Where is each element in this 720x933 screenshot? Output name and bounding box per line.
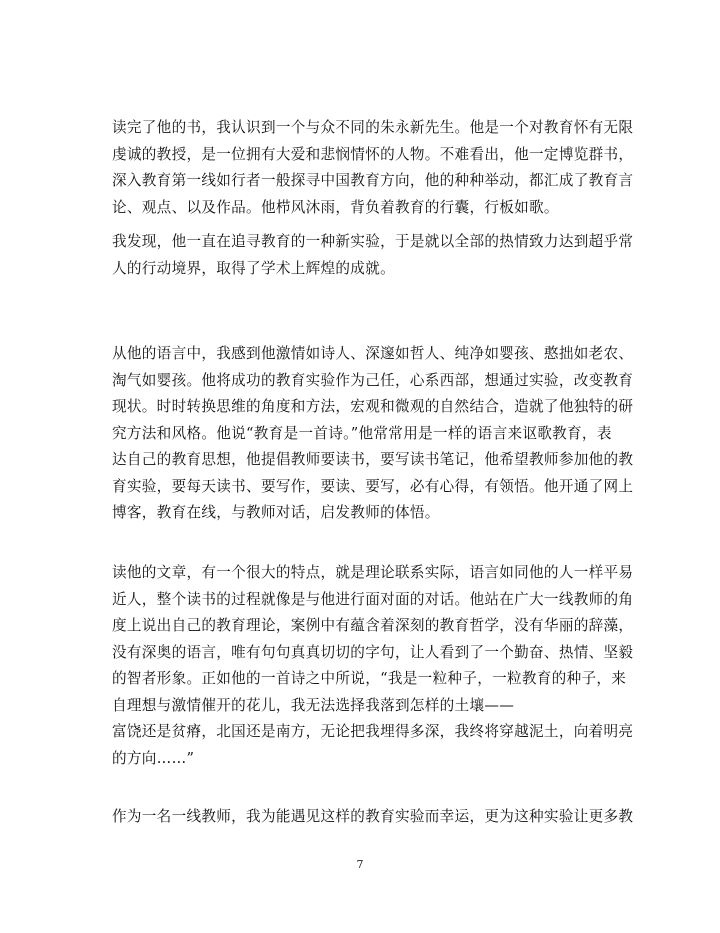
- text-line: 从他的语言中，我感到他激情如诗人、深邃如哲人、纯净如婴孩、憨拙如老农、: [112, 345, 634, 362]
- text-line: 自理想与激情催开的花儿，我无法选择我落到怎样的土壤——: [112, 696, 515, 714]
- paragraph-5: [112, 804, 634, 831]
- text-line: 育实验，要每天读书、要写作，要读、要写，必有心得，有领悟。他开通了网上: [112, 477, 634, 495]
- text-line: 读完了他的书，我认识到一个与众不同的朱永新先生。他是一个对教育怀有无限: [112, 119, 634, 136]
- paragraph-2: [112, 229, 634, 282]
- text-line: 作为一名一线教师，我为能遇见这样的教育实验而幸运，更为这种实验让更多教: [112, 808, 634, 825]
- text-line: 淘气如婴孩。他将成功的教育实验作为己任，心系西部，想通过实验，改变教育: [112, 371, 634, 389]
- text-line: 论、观点、以及作品。他栉风沐雨，背负着教育的行囊，行板如歌。: [112, 198, 559, 216]
- paragraph-1: [112, 115, 634, 221]
- text-line: 富饶还是贫瘠，北国还是南方，无论把我埋得多深，我终将穿越泥土，向着明亮: [112, 723, 634, 740]
- text-line: 博客，教育在线，与教师对话，启发教师的体悟。: [112, 504, 440, 521]
- paragraph-3: [112, 341, 634, 527]
- paragraph-4: [112, 560, 634, 772]
- text-line: 没有深奥的语言，唯有句句真真切切的字句，让人看到了一个勤奋、热情、坚毅: [112, 643, 634, 661]
- text-line: 现状。时时转换思维的角度和方法，宏观和微观的自然结合，造就了他独特的研: [112, 398, 634, 415]
- text-line: 读他的文章，有一个很大的特点，就是理论联系实际，语言如同他的人一样平易: [112, 564, 634, 581]
- text-line: 人的行动境界，取得了学术上辉煌的成就。: [112, 259, 395, 277]
- page-number: 7: [356, 858, 364, 871]
- text-line: 究方法和风格。他说“教育是一首诗。”他常常用是一样的语言来讴歌教育，表: [112, 424, 612, 442]
- text-line: 的智者形象。正如他的一首诗之中所说，“我是一粒种子，一粒教育的种子，来: [112, 670, 627, 687]
- text-line: 我发现，他一直在追寻教育的一种新实验，于是就以全部的热情致力达到超乎常: [112, 233, 634, 250]
- text-line: 虔诚的教授，是一位拥有大爱和悲悯情怀的人物。不难看出，他一定博览群书，: [112, 145, 634, 163]
- text-line: 度上说出自己的教育理论，案例中有蕴含着深刻的教育哲学，没有华丽的辞藻，: [112, 617, 634, 634]
- text-line: 近人，整个读书的过程就像是与他进行面对面的对话。他站在广大一线教师的角: [112, 590, 634, 608]
- text-line: 深入教育第一线如行者一般探寻中国教育方向，他的种种举动，都汇成了教育言: [112, 172, 634, 189]
- text-line: 达自己的教育思想，他提倡教师要读书，要写读书笔记，他希望教师参加他的教: [112, 451, 634, 468]
- text-line: 的方向……”: [112, 749, 195, 767]
